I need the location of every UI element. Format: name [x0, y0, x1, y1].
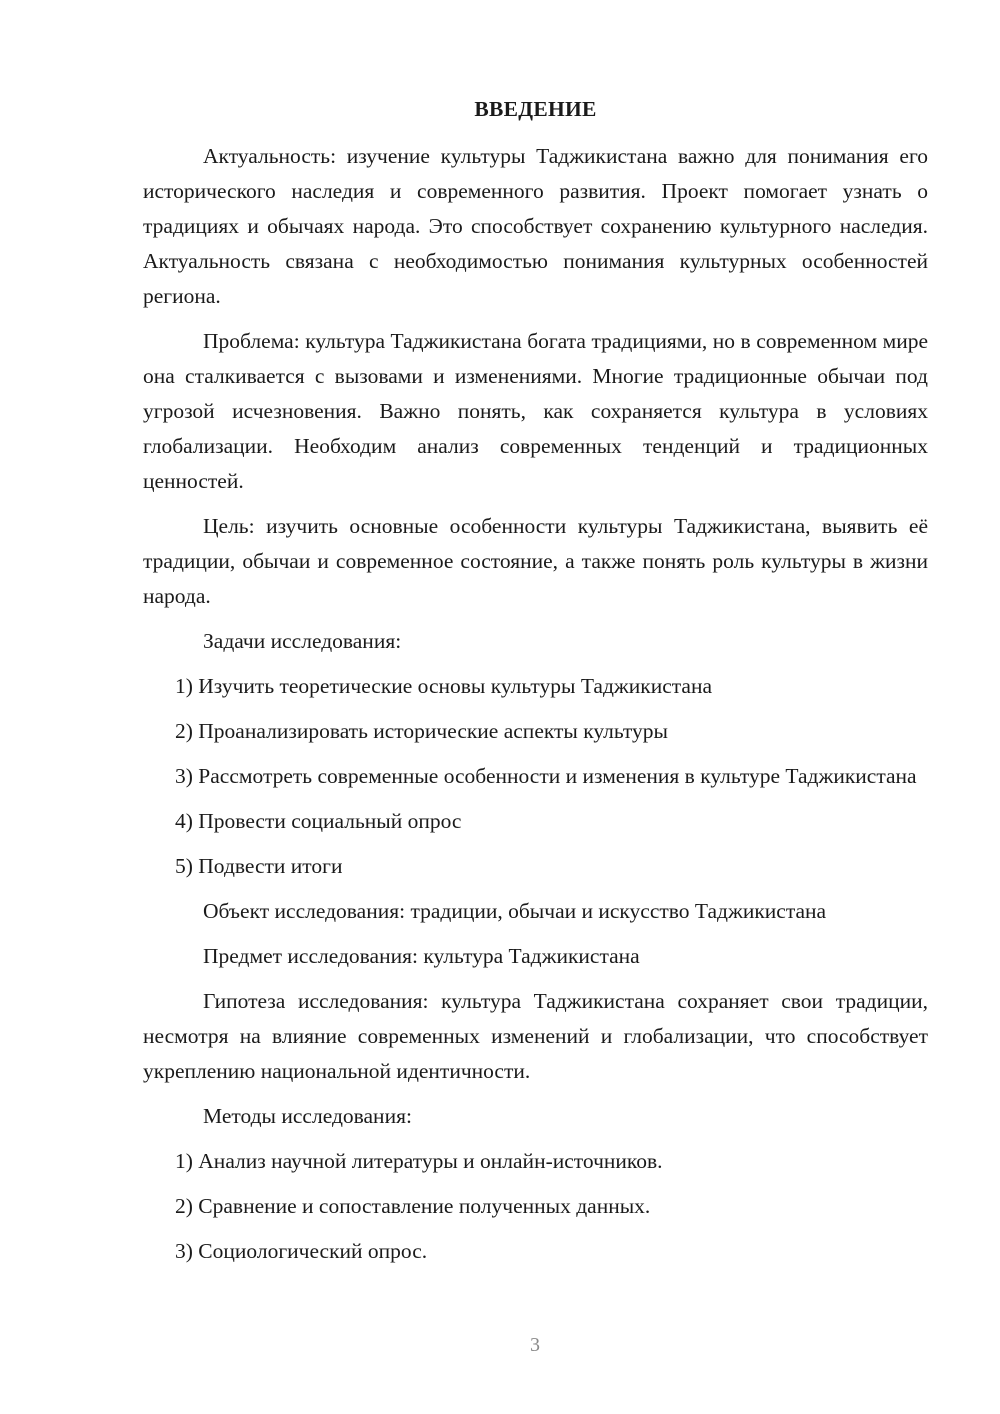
- subject-line: Предмет исследования: культура Таджикистана: [203, 944, 640, 968]
- document-page: [143, 92, 928, 1279]
- methods-heading: Методы исследования:: [203, 1104, 412, 1128]
- relevance-paragraph: Актуальность: изучение культуры Таджикистана важно для понимания его исторического наследия и современного развития. Проект помогает узнать о традициях и обычаях народа. Это способствует сохранению культурного наследия. Актуальность связана с необходимостью понимания культурных особенностей региона.: [143, 144, 928, 308]
- method-item: 1) Анализ научной литературы и онлайн-источников.: [175, 1149, 663, 1173]
- page-title: ВВЕДЕНИЕ: [474, 97, 597, 121]
- object-line: Объект исследования: традиции, обычаи и искусство Таджикистана: [203, 899, 827, 923]
- task-item: 3) Рассмотреть современные особенности и изменения в культуре Таджикистана: [175, 764, 917, 788]
- task-item: 2) Проанализировать исторические аспекты культуры: [175, 719, 668, 743]
- task-item: 5) Подвести итоги: [175, 854, 343, 878]
- problem-paragraph: Проблема: культура Таджикистана богата традициями, но в современном мире она сталкивается с вызовами и изменениями. Многие традиционные обычаи под угрозой исчезновения. Важно понять, как сохраняется культура в условиях глобализации. Необходим анализ современных тенденций и традиционных ценностей.: [143, 329, 928, 493]
- goal-paragraph: Цель: изучить основные особенности культуры Таджикистана, выявить её традиции, обычаи и современное состояние, а также понять роль культуры в жизни народа.: [143, 514, 928, 608]
- method-item: 2) Сравнение и сопоставление полученных данных.: [175, 1194, 651, 1218]
- hypothesis-paragraph: Гипотеза исследования: культура Таджикистана сохраняет свои традиции, несмотря на влияние современных изменений и глобализации, что способствует укреплению национальной идентичности.: [143, 989, 928, 1083]
- task-item: 4) Провести социальный опрос: [175, 809, 462, 833]
- task-item: 1) Изучить теоретические основы культуры Таджикистана: [175, 674, 713, 698]
- page-number: 3: [530, 1334, 540, 1356]
- tasks-heading: Задачи исследования:: [203, 629, 402, 653]
- method-item: 3) Социологический опрос.: [175, 1239, 428, 1263]
